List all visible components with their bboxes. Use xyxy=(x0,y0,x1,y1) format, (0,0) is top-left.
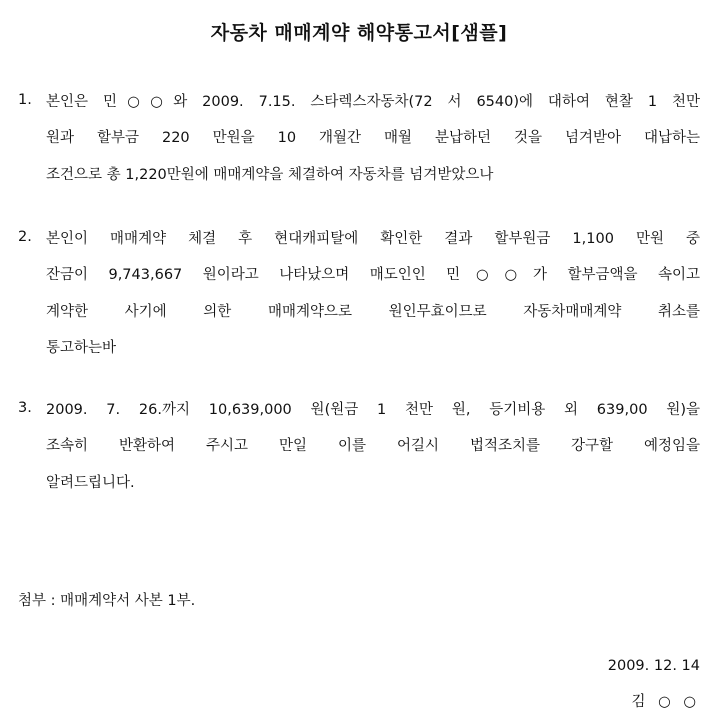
clause-line: 조건으로 총 1,220만원에 매매계약을 체결하여 자동차를 넘겨받았으나 xyxy=(46,167,494,183)
document-date: 2009. 12. 14 xyxy=(607,658,700,674)
clause-line: 본인은 민○○와 2009. 7.15. 스타렉스자동차(72 서 6540)에 대하여 현찰 1 천만 xyxy=(46,94,700,110)
clause-line: 조속히 반환하여 주시고 만일 이를 어길시 법적조치를 강구할 예정임을 xyxy=(46,438,700,454)
document-title: 자동차 매매계약 해약통고서[샘플] xyxy=(210,22,508,44)
attachment-note: 첨부 : 매매계약서 사본 1부. xyxy=(18,593,196,609)
clause-line: 본인이 매매계약 체결 후 현대캐피탈에 확인한 결과 할부원금 1,100 만원 중 xyxy=(46,231,700,247)
clause-line: 2009. 7. 26.까지 10,639,000 원(원금 1 천만 원, 등기비용 외 639,00 원)을 xyxy=(46,402,700,418)
clause-number: 1. xyxy=(18,92,32,108)
clause-line: 원과 할부금 220 만원을 10 개월간 매월 분납하던 것을 넘겨받아 대납하는 xyxy=(46,130,700,146)
clause-line: 잔금이 9,743,667 원이라고 나타났으며 매도인인 민○○가 할부금액을 속이고 xyxy=(46,267,700,283)
clause-number: 2. xyxy=(18,229,32,245)
clause-line: 계약한 사기에 의한 매매계약으로 원인무효이므로 자동차매매계약 취소를 xyxy=(46,304,700,320)
clause-line: 통고하는바 xyxy=(46,340,117,356)
clause-line: 알려드립니다. xyxy=(46,475,135,491)
clause-number: 3. xyxy=(18,400,32,416)
signer-name: 김 ○ ○ xyxy=(631,694,700,710)
